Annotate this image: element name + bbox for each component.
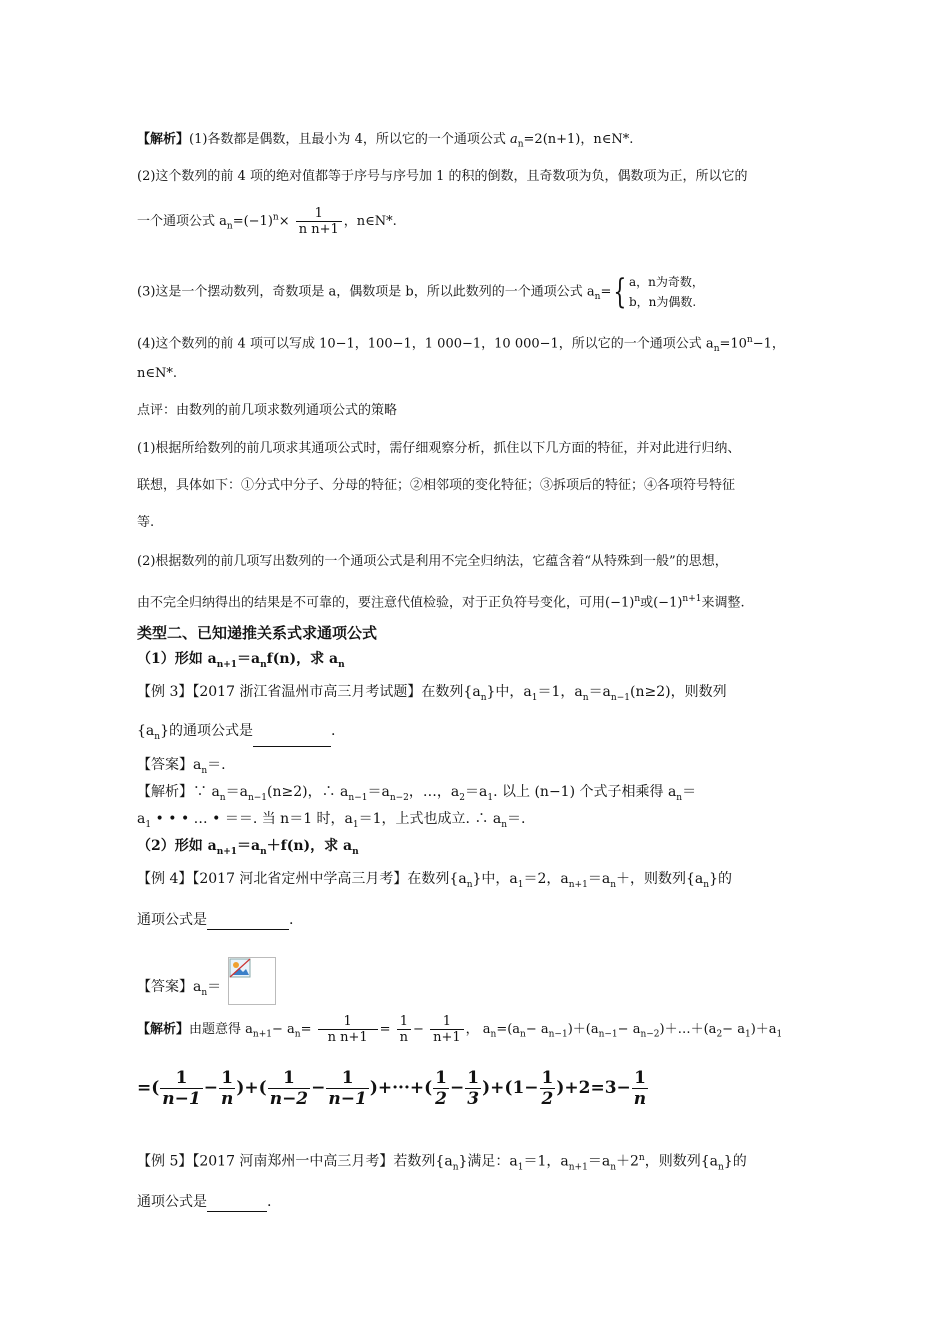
fraction: $\frac{1}{n-1}$ — [162, 1068, 201, 1109]
analysis-line-2: (2)这个数列的前 4 项的绝对值都等于序号与序号加 1 的积的倒数，且奇数项为负，偶数项为正，所以它的 — [137, 169, 748, 184]
comment-line-2: 联想，具体如下：①分式中分子、分母的特征；②相邻项的变化特征；③拆项后的特征；④各项符号特征 — [137, 478, 736, 493]
brace-icon: { — [613, 272, 627, 312]
solution-3-line-1: 【解析】∵ $a_n=a_{n-1}(n\ge 2)$，∴ $a_{n-1}=a_{n-2}$，…，$a_2=a_1$. 以上 (n−1) 个式子相乘得 $a_n=$ — [137, 784, 697, 803]
answer-4: 【答案】$a_n=$ — [137, 957, 276, 1005]
piecewise-cases: a，n为奇数， b，n为偶数. — [628, 275, 704, 309]
fraction: $\frac{1}{n+1}$ — [430, 1014, 464, 1045]
comment-title: 点评：由数列的前几项求数列通项公式的策略 — [137, 403, 398, 418]
solution-4-line-2: =( $\frac{1}{n-1}$ − $\frac{1}{n}$ )+( $\frac{1}{n-2}$ − $\frac{1}{n-1}$ )+···+( $\frac{1}{2}$ − $\frac{1}{3}$ )+(1− $\frac{1}{2}$ )+2=3− $\frac{1}{n}$ — [137, 1068, 647, 1109]
fraction: $\frac{1}{n}$ — [633, 1068, 647, 1109]
answer-blank — [207, 929, 289, 930]
analysis-line-4: (3)这是一个摆动数列，奇数项是 a，偶数项是 b，所以此数列的一个通项公式 $a_n=${ a，n为奇数， b，n为偶数. — [137, 272, 704, 312]
solution-3-line-2: $a_1$ • • • … • ＝＝. 当 n＝1 时，$a_1=1$，上式也成立. ∴ $a_n=$. — [137, 811, 526, 830]
answer-3: 【答案】$a_n=$. — [137, 757, 226, 776]
example-5-line-2: 通项公式是 . — [137, 1194, 272, 1210]
subsection-heading-2: （2）形如 $a_{n+1}=a_n+f(n)$，求 $a_n$ — [137, 838, 359, 857]
solution-4-line-1: 【解析】由题意得 $a_{n+1}- a_n=$ $\frac{1}{\text{n n+1}}$ = $\frac{1}{n}$ − $\frac{1}{n+1}$ ， $a_n=(a_n- a_{n-1})+(a_{n-1}-$ $a_{n-2})+\dots+(a_2- a_1)+a_1$ — [137, 1014, 783, 1045]
example-4-line-2: 通项公式是 . — [137, 912, 294, 928]
example-4-line-1: 【例 4】【2017 河北省定州中学高三月考】在数列$\{a_n\}$中，$a_1=2$，$a_{n+1}=a_n+$，则数列$\{a_n\}$的 — [137, 871, 732, 890]
fraction: $\frac{1}{\text{n n+1}}$ — [318, 1014, 378, 1045]
example-5-line-1: 【例 5】【2017 河南郑州一中高三月考】若数列$\{a_n\}$满足：$a_1=1$，$a_{n+1}=a_n+2^n$，则数列$\{a_n\}$的 — [137, 1153, 747, 1173]
fraction: $\frac{1}{3}$ — [467, 1068, 480, 1109]
fraction: $\frac{1}{n-2}$ — [269, 1068, 309, 1109]
fraction: $\frac{1}{n}$ — [397, 1014, 411, 1045]
analysis-line-6: n∈N*. — [137, 366, 178, 381]
subsection-heading-1: （1）形如 $a_{n+1}=a_nf(n)$，求 $a_n$ — [137, 651, 345, 670]
fraction: $\frac{1}{2}$ — [435, 1068, 448, 1109]
section-heading: 类型二、已知递推关系式求通项公式 — [137, 624, 378, 642]
fraction: $\frac{1}{n}$ — [220, 1068, 234, 1109]
analysis-line-1: 【解析】(1)各数都是偶数，且最小为 4，所以它的一个通项公式 $a_n=2(n+1)$，n∈N*. — [137, 132, 634, 150]
answer-blank — [253, 746, 331, 747]
example-3-line-1: 【例 3】【2017 浙江省温州市高三月考试题】在数列$\{a_n\}$中，$a_1=1$，$a_n=a_{n-1}(n\ge 2)$，则数列 — [137, 684, 727, 703]
comment-line-5: 由不完全归纳得出的结果是不可靠的，要注意代值检验，对于正负符号变化，可用$(-1)^n$或$(-1)^{n+1}$来调整. — [137, 594, 745, 611]
fraction: $\frac{1}{\text{n n+1}}$ — [296, 206, 342, 237]
comment-line-4: (2)根据数列的前几项写出数列的一个通项公式是利用不完全归纳法，它蕴含着“从特殊到一般”的思想， — [137, 554, 728, 569]
answer-blank — [207, 1211, 267, 1212]
analysis-line-3: 一个通项公式 $a_n=(-1)^n\times$ $\frac{1}{\text{n n+1}}$ ，n∈N*. — [137, 206, 397, 237]
fraction: $\frac{1}{2}$ — [541, 1068, 554, 1109]
fraction: $\frac{1}{n-1}$ — [328, 1068, 367, 1109]
comment-line-1: (1)根据所给数列的前几项求其通项公式时，需仔细观察分析，抓住以下几方面的特征，并对此进行归纳、 — [137, 441, 741, 456]
example-3-line-2: $\{a_n\}$的通项公式是 . — [137, 721, 335, 747]
broken-image-icon — [228, 957, 276, 1005]
analysis-line-5: (4)这个数列的前 4 项可以写成 10−1，100−1，1 000−1，10 000−1，所以它的一个通项公式 $a_n=10^n-1$， — [137, 335, 785, 354]
comment-line-3: 等. — [137, 515, 155, 530]
